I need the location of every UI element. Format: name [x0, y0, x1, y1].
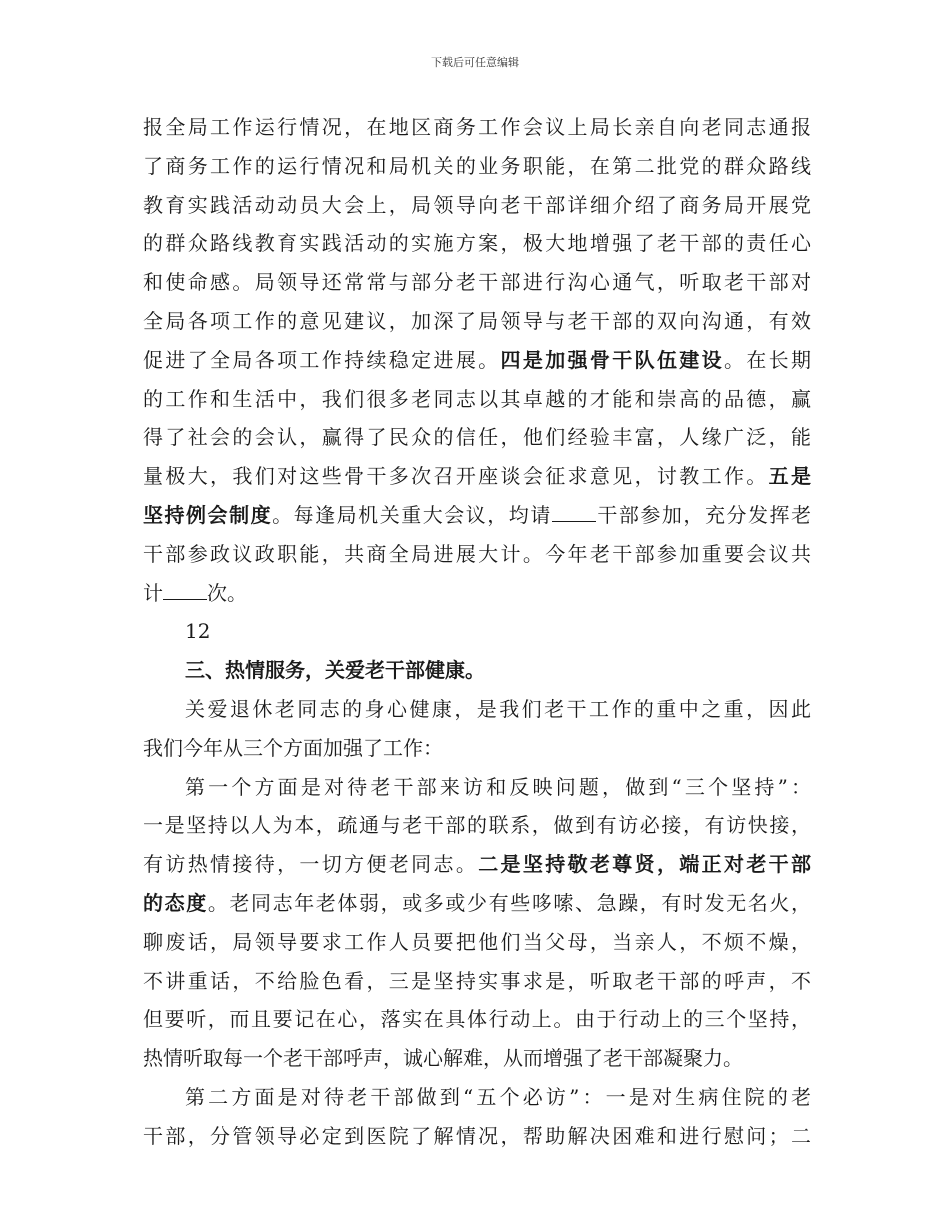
text-line — [143, 147, 811, 186]
body-text: 得了社会的会认，赢得了民众的信任，他们经验丰富，人缘广泛，能 — [143, 425, 811, 450]
body-text: 干部，分管领导必定到医院了解情况，帮助解决困难和进行慰问；二 — [143, 1123, 811, 1148]
bold-text: 的态度 — [143, 890, 208, 915]
body-text: 第二方面是对待老干部做到“五个必访”：一是对生病住院的老 — [185, 1084, 811, 1109]
text-line — [143, 923, 811, 962]
document-body — [143, 108, 811, 1156]
body-text: 促进了全局各项工作持续稳定进展。 — [143, 347, 501, 372]
body-text: 。在长期 — [723, 347, 812, 372]
text-line — [143, 1117, 811, 1156]
body-text: 的群众路线教育实践活动的实施方案，极大地增强了老干部的责任心 — [143, 231, 811, 256]
text-line — [143, 690, 811, 729]
text-line — [143, 302, 811, 341]
body-text: 一是坚持以人为本，疏通与老干部的联系，做到有访必接，有访快接， — [143, 813, 811, 838]
body-text: 。老同志年老体弱，或多或少有些哆嗦、急躁，有时发无名火， — [207, 890, 812, 915]
body-text: 报全局工作运行情况，在地区商务工作会议上局长亲自向老同志通报 — [143, 115, 811, 139]
body-text: 干部参加，充分发挥老 — [595, 502, 812, 527]
bold-text: 坚持例会制度 — [143, 502, 273, 527]
text-line — [143, 418, 811, 457]
bold-text: 二是坚持敬老尊贤，端正对老干部 — [478, 852, 812, 877]
bold-text: 五是 — [768, 464, 812, 489]
body-text: 计 — [143, 580, 163, 605]
body-text: 全局各项工作的意见建议，加深了局领导与老干部的双向沟通，有效 — [143, 308, 811, 333]
text-line — [143, 380, 811, 419]
text-line — [143, 884, 811, 923]
text-line — [143, 962, 811, 1001]
body-text: 量极大，我们对这些骨干多次召开座谈会征求意见，讨教工作。 — [143, 464, 769, 489]
body-text: 了商务工作的运行情况和局机关的业务职能，在第二批党的群众路线 — [143, 153, 811, 178]
body-text: 12 — [185, 619, 211, 644]
text-line — [143, 1000, 811, 1039]
text-line — [143, 574, 811, 613]
bold-text: 三、热情服务，关爱老干部健康。 — [185, 658, 485, 683]
text-line — [143, 263, 811, 302]
text-line — [143, 186, 811, 225]
body-text: 热情听取每一个老干部呼声，诚心解难，从而增强了老干部凝聚力。 — [143, 1046, 743, 1071]
body-text: 关爱退休老同志的身心健康，是我们老干工作的重中之重，因此 — [185, 696, 811, 721]
text-line — [143, 535, 811, 574]
fill-in-blank — [552, 503, 596, 522]
body-text: 有访热情接待，一切方便老同志。 — [143, 852, 479, 877]
text-line — [143, 845, 811, 884]
text-line — [143, 806, 811, 845]
body-text: 。每逢局机关重大会议，均请 — [272, 502, 552, 527]
text-line — [143, 768, 811, 807]
body-text: 教育实践活动动员大会上，局领导向老干部详细介绍了商务局开展党 — [143, 192, 811, 217]
text-line — [143, 612, 811, 651]
text-line — [143, 341, 811, 380]
text-line — [143, 729, 811, 768]
text-line — [143, 1039, 811, 1078]
fill-in-blank — [163, 581, 207, 600]
body-text: 但要听，而且要记在心，落实在具体行动上。由于行动上的三个坚持， — [143, 1007, 811, 1032]
body-text: 我们今年从三个方面加强了工作： — [143, 735, 443, 760]
text-line — [143, 108, 811, 147]
text-line — [143, 496, 811, 535]
body-text: 干部参政议政职能，共商全局进展大计。今年老干部参加重要会议共 — [143, 541, 811, 566]
text-line — [143, 1078, 811, 1117]
body-text: 的工作和生活中，我们很多老同志以其卓越的才能和崇高的品德，赢 — [143, 386, 811, 411]
body-text: 聊废话，局领导要求工作人员要把他们当父母，当亲人，不烦不燥， — [143, 929, 811, 954]
text-line — [143, 224, 811, 263]
body-text: 不讲重话，不给脸色看，三是坚持实事求是，听取老干部的呼声，不 — [143, 968, 811, 993]
text-line — [143, 457, 811, 496]
bold-text: 四是加强骨干队伍建设 — [500, 347, 724, 372]
body-text: 第一个方面是对待老干部来访和反映问题，做到“三个坚持”： — [185, 774, 811, 799]
body-text: 和使命感。局领导还常常与部分老干部进行沟心通气，听取老干部对 — [143, 270, 811, 295]
text-line — [143, 651, 811, 690]
page-header: 下载后可任意编辑 — [431, 56, 519, 69]
body-text: 次。 — [207, 580, 247, 605]
